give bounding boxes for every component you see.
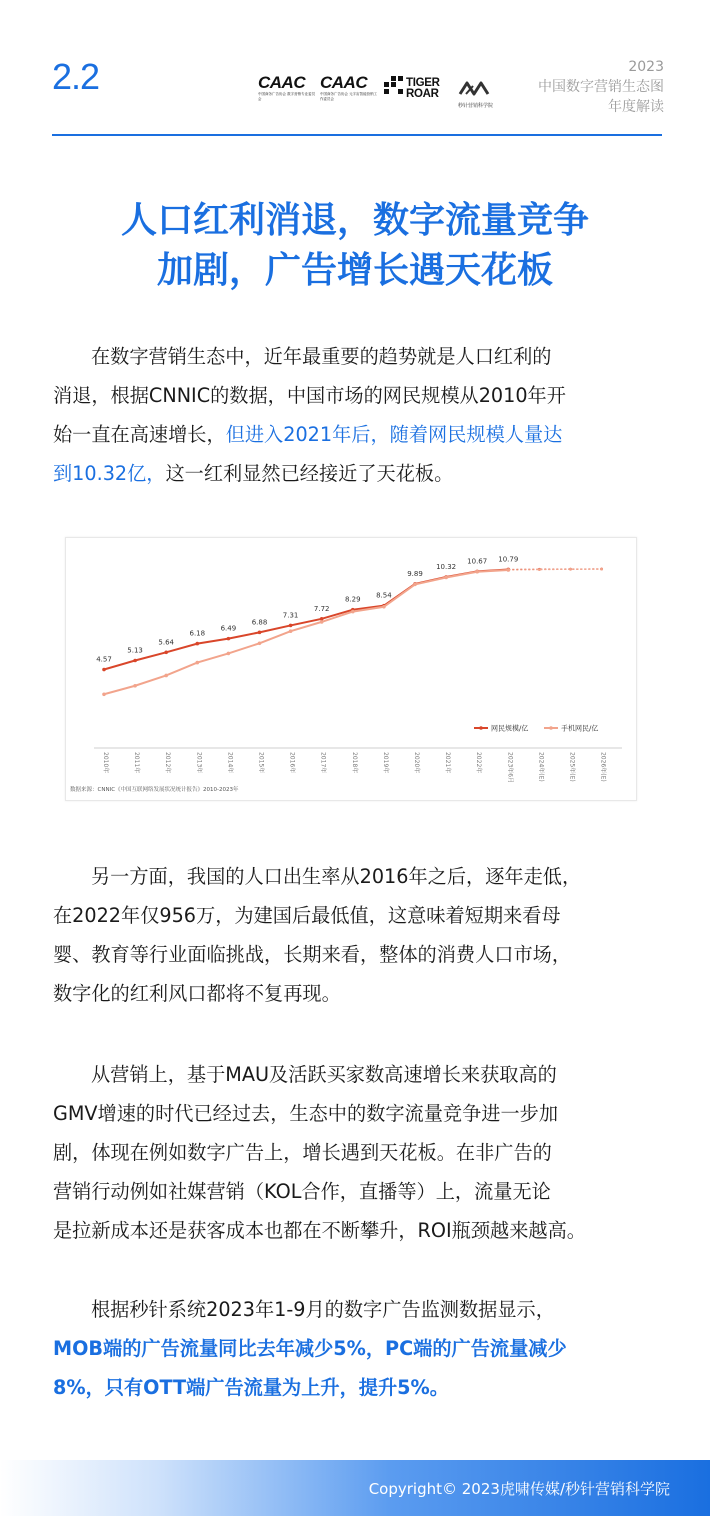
series-point [507,568,511,572]
paragraph-intro [53,337,657,493]
series-point [227,652,231,656]
paragraph-line: 另一方面，我国的人口出生率从2016年之后，逐年走低， [91,865,582,888]
series-point [289,629,293,633]
series-point [102,668,106,672]
caac-digital-logo: CAAC 中国商务广告协会 数字营销专业委员会 [258,73,316,101]
x-tick-label: 2016年 [288,752,296,774]
x-tick-label: 2020年 [413,752,420,774]
highlight-text: 到10.32亿， [53,462,166,485]
series-point [444,576,448,580]
legend-swatch-dot [479,726,483,730]
paragraph-line: 在数字营销生态中，近年最重要的趋势就是人口红利的 [91,345,552,368]
paragraph-line: GMV增速的时代已经过去，生态中的数字流量竞争进一步加 [53,1102,559,1125]
data-label: 5.13 [127,646,143,655]
caac-metaverse-logo: CAAC 中国商务广告协会 元宇宙智能营销工作委员会 [320,73,378,101]
data-label: 7.31 [282,611,299,620]
chart-canvas [66,538,636,800]
x-tick-label: 2022年 [475,752,483,774]
x-tick-label: 2010年 [102,752,109,774]
series-point [320,620,324,624]
miaozhen-mark-icon [458,78,492,98]
forecast-point [600,568,603,571]
section-number: 2.2 [52,56,100,97]
title-line1: 人口红利消退，数字流量竞争 [120,200,589,241]
paragraph-line: 数字化的红利风口都将不复再现。 [53,982,341,1005]
page-title [40,196,670,296]
series-point [196,661,200,665]
chart-source-note: 数据来源：CNNIC《中国互联网络发展状况统计报告》2010-2023年 [70,787,239,793]
series-point [133,659,137,663]
x-tick-label: 2018年 [350,752,358,774]
series-point [102,692,106,696]
data-label: 10.67 [467,557,488,566]
series-point [258,631,262,635]
x-tick-label: 2019年 [381,752,389,774]
series-point [413,583,417,587]
paragraph-line: 到10.32亿，这一红利显然已经接近了天花板。 [53,462,454,485]
paragraph-line: 始一直在高速增长，但进入2021年后，随着网民规模人量达 [53,423,563,446]
tiger-roar-logo [384,74,452,110]
legend-label: 手机网民/亿 [561,724,599,733]
paragraph-marketing [53,1055,657,1250]
x-tick-label: 2023年6月 [506,752,514,784]
x-tick-label: 2017年 [319,752,327,774]
data-label: 8.54 [376,591,392,600]
paragraph-line: 根据秒针系统2023年1-9月的数字广告监测数据显示， [91,1298,555,1321]
copyright-text: Copyright© 2023虎啸传媒/秒针营销科学院 [368,1480,670,1498]
series-point [133,684,137,688]
series-line-1 [104,569,508,669]
data-label: 6.18 [189,629,206,638]
data-label: 4.57 [96,655,112,664]
header-divider [52,134,662,136]
paragraph-line: 从营销上，基于MAU及活跃买家数高速增长来获取高的 [91,1063,557,1086]
paragraph-line: 营销行动例如社媒营销（KOL合作，直播等）上，流量无论 [53,1180,551,1203]
series-point [164,674,168,678]
report-header-label [538,57,664,117]
report-year: 2023 [628,59,664,75]
highlight-text: 8%，只有OTT端广告流量为上升，提升5%。 [53,1376,449,1399]
highlight-text: 但进入2021年后，随着网民规模人量达 [225,423,563,446]
series-point [258,641,262,645]
netizen-line-chart [65,537,637,801]
data-label: 7.72 [313,604,330,613]
x-tick-label: 2011年 [133,752,141,774]
paragraph-line: 在2022年仅956万，为建国后最低值，这意味着短期来看母 [53,904,561,927]
series-point [382,605,386,609]
series-point [227,637,231,641]
paragraph-birthrate [53,857,657,1013]
paragraph-line: 剧，体现在例如数字广告上，增长遇到天花板。在非广告的 [53,1141,552,1164]
legend-swatch-dot [549,726,553,730]
data-label: 10.32 [436,563,457,572]
series-point [475,570,479,574]
report-title-line2: 年度解读 [608,99,664,115]
data-label: 6.49 [220,624,237,633]
footer-bar [0,1460,710,1516]
x-tick-label: 2021年 [444,752,452,774]
series-point [289,624,293,628]
data-label: 6.88 [251,618,268,627]
data-label: 10.79 [498,555,519,564]
paragraph-line: 婴、教育等行业面临挑战，长期来看，整体的消费人口市场， [53,943,572,966]
x-tick-label: 2026年(E) [599,752,607,782]
data-label: 8.29 [345,595,361,604]
series-point [196,642,200,646]
forecast-point [569,568,572,571]
miaozhen-logo: 秒针营销科学院 [458,78,518,110]
paragraph-line: 消退，根据CNNIC的数据，中国市场的网民规模从2010年开 [53,384,566,407]
x-tick-label: 2024年(E) [537,752,545,782]
data-label: 5.64 [158,638,174,647]
x-tick-label: 2012年 [164,752,172,774]
paragraph-ad-traffic [53,1290,657,1407]
data-label: 9.89 [407,569,423,578]
report-title-line1: 中国数字营销生态图 [538,79,664,95]
title-line2: 加剧，广告增长遇天花板 [156,250,553,291]
highlight-text: MOB端的广告流量同比去年减少5%，PC端的广告流量减少 [53,1337,567,1360]
tiger-roar-wordmark: TIGER ROAR [406,77,440,100]
series-point [164,650,168,654]
forecast-point [538,568,541,571]
x-tick-label: 2025年(E) [568,752,576,782]
paragraph-line: 是拉新成本还是获客成本也都在不断攀升，ROI瓶颈越来越高。 [53,1219,586,1242]
x-tick-label: 2015年 [257,752,265,774]
x-tick-label: 2014年 [226,752,234,774]
partner-logos [258,74,508,114]
series-point [351,610,355,614]
x-tick-label: 2013年 [195,752,203,774]
legend-label: 网民规模/亿 [491,724,529,733]
